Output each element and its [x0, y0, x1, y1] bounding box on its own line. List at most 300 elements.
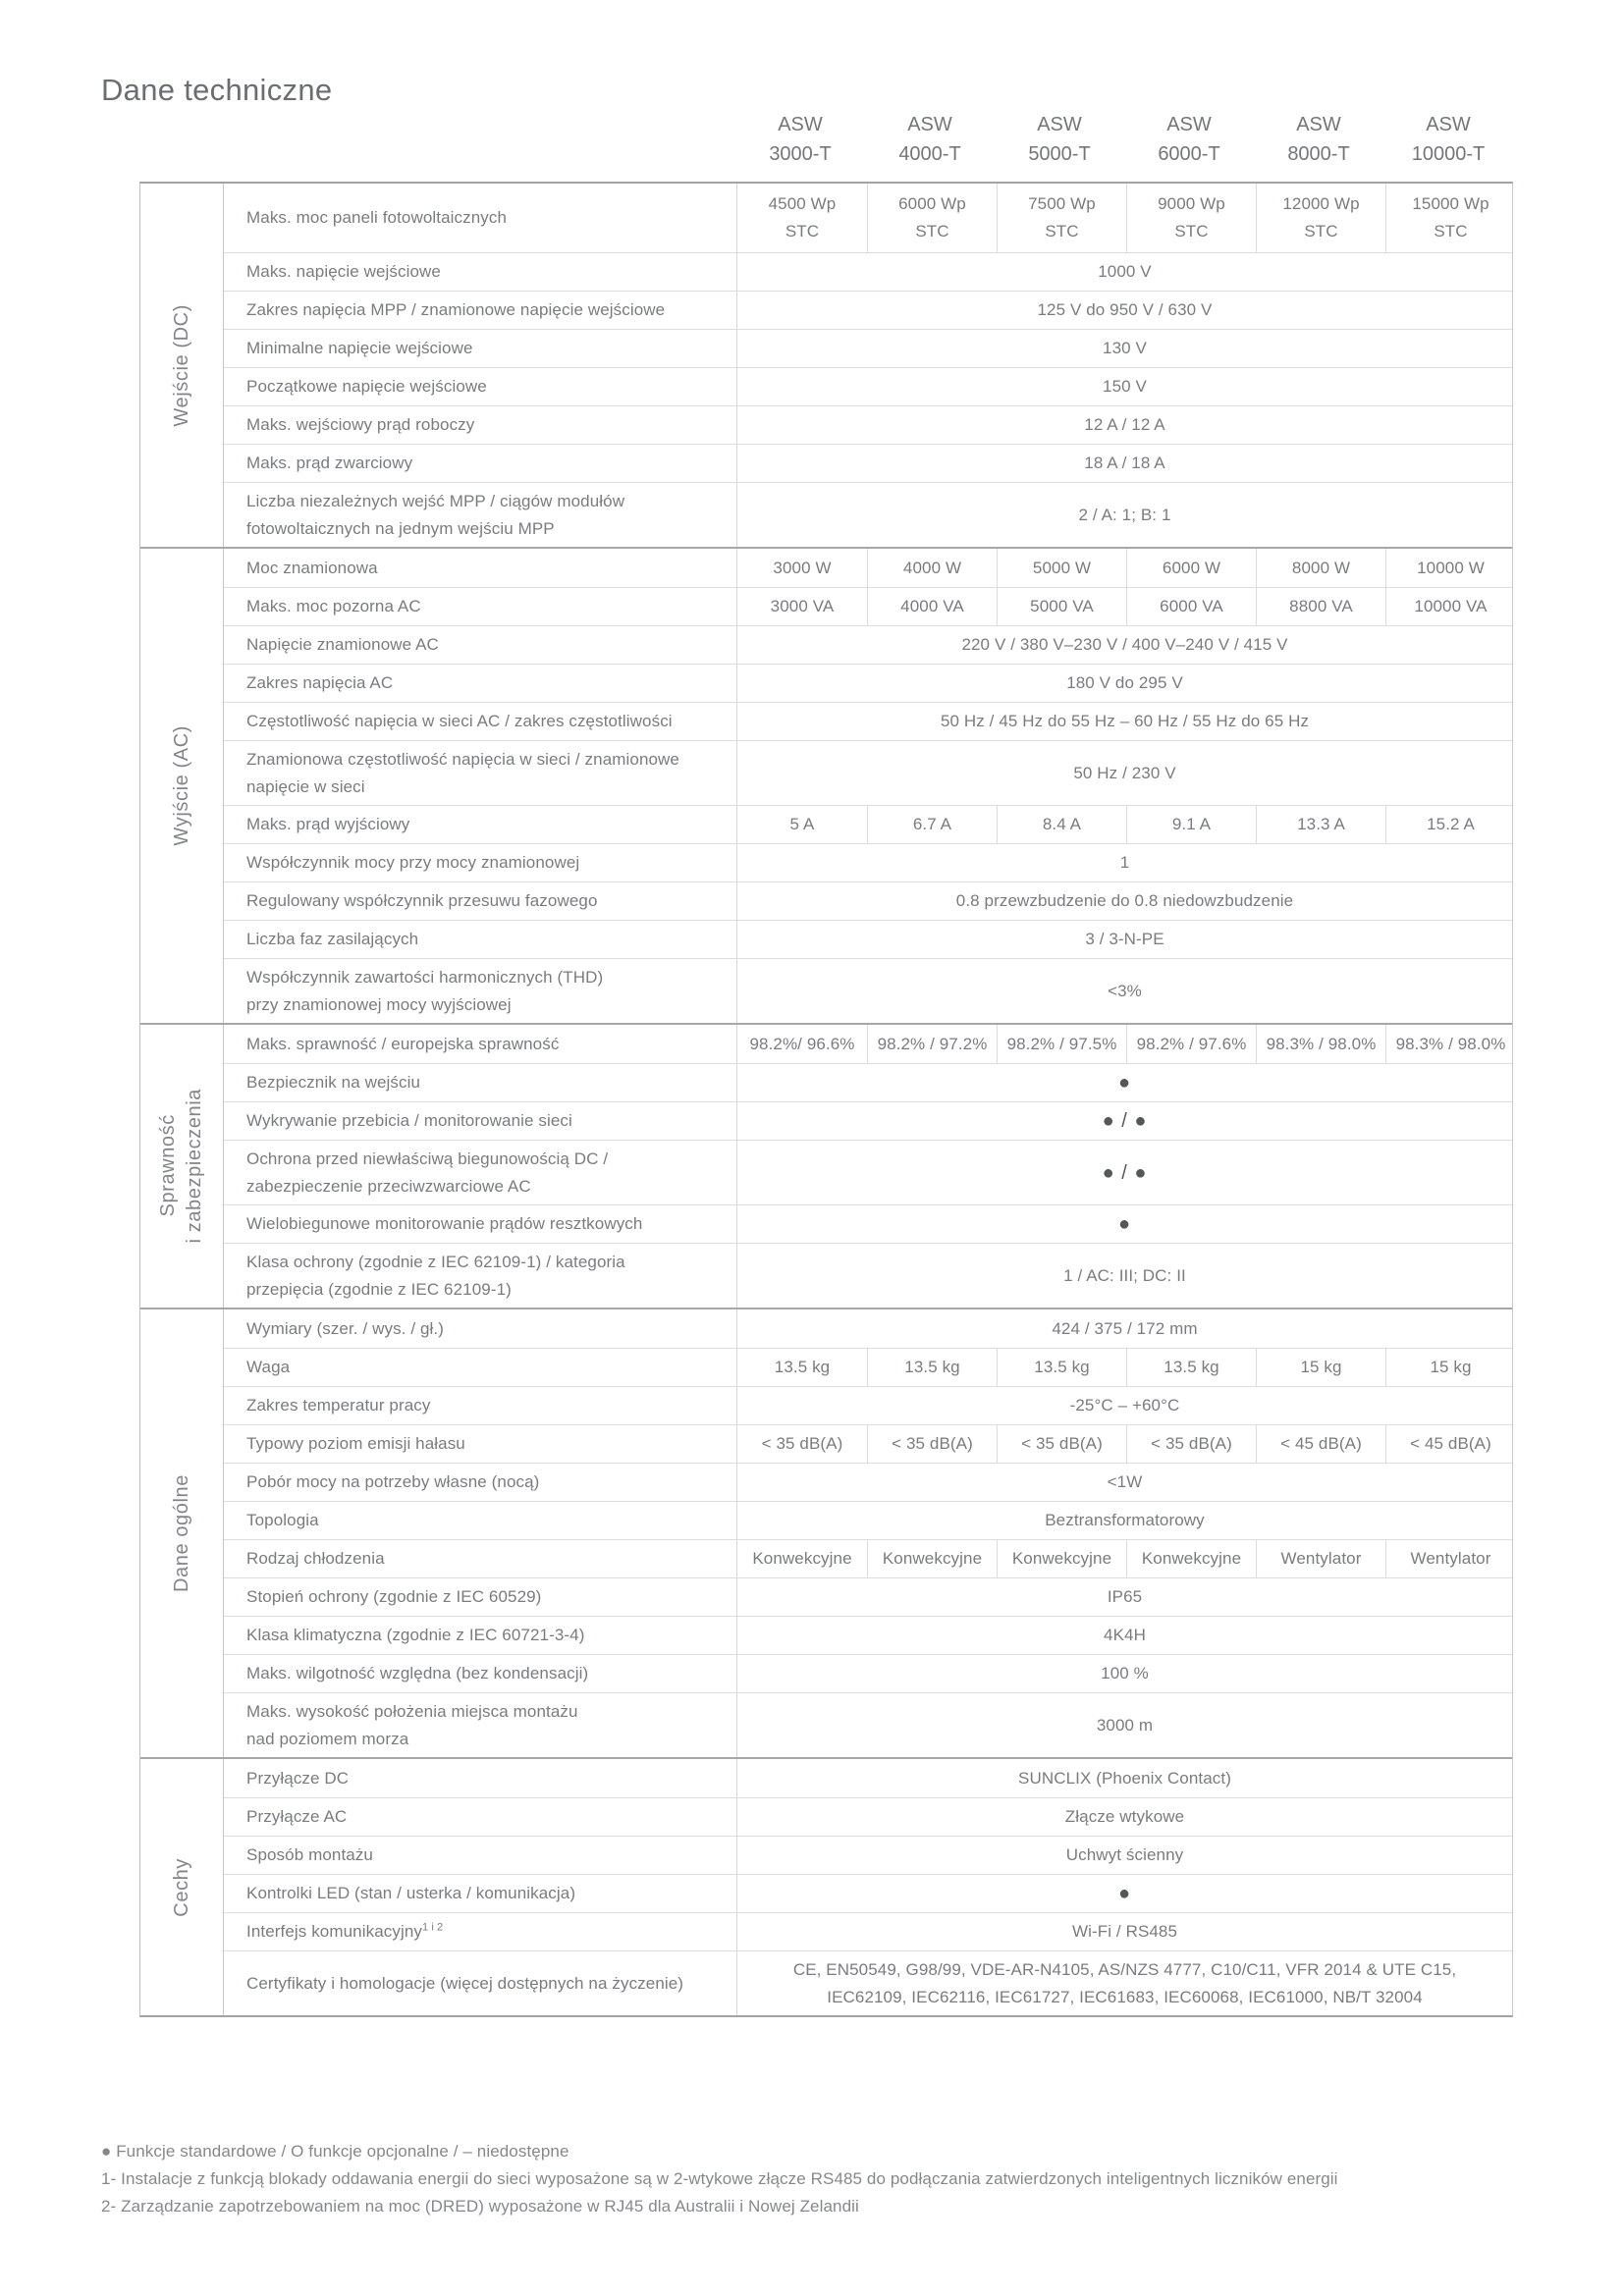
- spec-cell-value: < 45 dB(A): [1410, 1434, 1491, 1453]
- spec-row: [224, 291, 1512, 329]
- spec-cell: [1126, 806, 1256, 843]
- spec-row: [224, 184, 1512, 252]
- spec-label: [224, 253, 736, 291]
- spec-label: [224, 330, 736, 367]
- spec-values: [736, 1759, 1512, 1797]
- spec-row: [224, 1797, 1512, 1836]
- model-number: 5000-T: [1028, 143, 1091, 165]
- spec-span-cell: [737, 1502, 1512, 1539]
- spec-label-line: Bezpiecznik na wejściu: [246, 1073, 421, 1092]
- section-label: Cechy: [170, 1857, 192, 1917]
- spec-cell-value: 6.7 A: [912, 815, 952, 833]
- spec-cell: [737, 588, 867, 625]
- table-section: [140, 184, 1512, 547]
- spec-cell: [997, 184, 1126, 252]
- spec-cell: [997, 1025, 1126, 1063]
- spec-value: Złącze wtykowe: [1064, 1807, 1185, 1826]
- spec-label-line: Znamionowa częstotliwość napięcia w sieci / znamionowe: [246, 749, 679, 769]
- spec-cell-value: 98.2% / 97.5%: [1006, 1034, 1117, 1053]
- spec-label-line: Interfejs komunikacyjny$^{1 i 2}$: [246, 1921, 444, 1941]
- spec-label-line: Ochrona przed niewłaściwą biegunowością DC /: [246, 1148, 609, 1168]
- spec-value: Wi-Fi / RS485: [1071, 1922, 1178, 1941]
- spec-cell-subvalue: STC: [785, 222, 820, 240]
- spec-row: [224, 1874, 1512, 1912]
- spec-label: [224, 292, 736, 329]
- spec-cell-value: 13.5 kg: [1164, 1358, 1219, 1376]
- spec-values: [736, 1205, 1512, 1243]
- section-rows: [224, 1759, 1512, 2015]
- spec-cell: [1385, 1025, 1515, 1063]
- spec-label-line: fotowoltaicznych na jednym wejściu MPP: [246, 518, 555, 538]
- spec-cell-value: 98.2%/ 96.6%: [749, 1034, 855, 1053]
- spec-span-cell: [737, 882, 1512, 920]
- spec-label: [224, 806, 736, 843]
- spec-row: [224, 1836, 1512, 1874]
- spec-label: [224, 1502, 736, 1539]
- model-number: 3000-T: [769, 143, 832, 165]
- spec-cell-value: 5000 VA: [1030, 597, 1094, 615]
- model-header: [865, 110, 995, 169]
- spec-span-cell: [737, 1464, 1512, 1501]
- spec-cell: [737, 1425, 867, 1463]
- spec-value: <3%: [1108, 981, 1142, 1000]
- spec-label-line: Pobór mocy na potrzeby własne (nocą): [246, 1472, 540, 1491]
- spec-cell-subvalue: STC: [1045, 222, 1079, 240]
- spec-values: [736, 184, 1515, 252]
- spec-span-cell: [737, 1655, 1512, 1692]
- spec-values: [736, 665, 1512, 702]
- spec-label: [224, 1875, 736, 1912]
- spec-cell: [867, 1425, 997, 1463]
- spec-label-line: przepięcia (zgodnie z IEC 62109-1): [246, 1279, 512, 1299]
- section-rows: [224, 549, 1512, 1023]
- section-rows: [224, 184, 1512, 547]
- spec-cell-value: 13.5 kg: [1034, 1358, 1090, 1376]
- spec-value: 100 %: [1101, 1664, 1149, 1682]
- spec-span-cell: [737, 626, 1512, 664]
- spec-label-line: Zakres temperatur pracy: [246, 1396, 431, 1415]
- spec-row: [224, 958, 1512, 1023]
- model-header: [995, 110, 1124, 169]
- spec-cell-value: 13.5 kg: [774, 1358, 831, 1376]
- spec-label-line: Początkowe napięcie wejściowe: [246, 377, 487, 396]
- spec-cell-value: 3000 VA: [770, 597, 835, 615]
- spec-value: ●: [1117, 1072, 1132, 1094]
- spec-span-cell: [737, 1387, 1512, 1424]
- spec-span-cell: [737, 406, 1512, 444]
- spec-span-cell: [737, 253, 1512, 291]
- spec-value: 12 A / 12 A: [1084, 415, 1165, 434]
- model-header: [735, 110, 865, 169]
- spec-span-cell: [737, 1578, 1512, 1616]
- spec-cell: [737, 1540, 867, 1577]
- spec-label: [224, 1617, 736, 1654]
- spec-row: [224, 1577, 1512, 1616]
- spec-cell-value: < 35 dB(A): [1021, 1434, 1103, 1453]
- spec-cell-value: 98.3% / 98.0%: [1395, 1034, 1506, 1053]
- spec-cell-value: 3000 W: [773, 558, 832, 577]
- spec-cell: [1385, 1349, 1515, 1386]
- spec-values: [736, 1875, 1512, 1912]
- spec-label-line: Maks. wejściowy prąd roboczy: [246, 415, 475, 434]
- model-brand: ASW: [1426, 114, 1471, 135]
- spec-label-line: przy znamionowej mocy wyjściowej: [246, 994, 512, 1014]
- spec-row: [224, 1025, 1512, 1063]
- spec-row: [224, 881, 1512, 920]
- spec-cell-value: < 35 dB(A): [761, 1434, 843, 1453]
- spec-span-cell: [737, 330, 1512, 367]
- spec-span-cell: [737, 1759, 1512, 1797]
- spec-row: [224, 1386, 1512, 1424]
- spec-value: 2 / A: 1; B: 1: [1078, 505, 1171, 524]
- spec-span-cell: [737, 368, 1512, 405]
- spec-row: [224, 1348, 1512, 1386]
- spec-label-line: Liczba faz zasilających: [246, 930, 419, 948]
- spec-row: [224, 1759, 1512, 1797]
- spec-label: [224, 1387, 736, 1424]
- spec-values: [736, 1387, 1512, 1424]
- spec-span-cell: [737, 1837, 1512, 1874]
- spec-span-cell: [737, 1205, 1512, 1243]
- spec-cell: [737, 1349, 867, 1386]
- model-brand: ASW: [907, 114, 952, 135]
- spec-label: [224, 626, 736, 664]
- section-label-cell: [140, 1025, 224, 1308]
- spec-value: ● / ●: [1102, 1110, 1148, 1132]
- section-label-cell: [140, 184, 224, 547]
- spec-label: [224, 1540, 736, 1577]
- spec-cell-value: 10000 VA: [1414, 597, 1488, 615]
- spec-value: <1W: [1107, 1472, 1143, 1491]
- spec-label-line: Maks. moc pozorna AC: [246, 597, 421, 615]
- spec-values: [736, 1578, 1512, 1616]
- spec-row: [224, 367, 1512, 405]
- spec-value: 0.8 przewzbudzenie do 0.8 niedowzbudzenie: [955, 891, 1294, 910]
- spec-cell-subvalue: STC: [915, 222, 949, 240]
- model-brand: ASW: [1037, 114, 1082, 135]
- spec-label: [224, 1141, 736, 1204]
- spec-cell: [737, 549, 867, 587]
- spec-cell-value: 15 kg: [1300, 1358, 1342, 1376]
- spec-label: [224, 588, 736, 625]
- spec-cell: [867, 549, 997, 587]
- spec-value: 125 V do 950 V / 630 V: [1037, 300, 1213, 319]
- model-number: 10000-T: [1411, 143, 1486, 165]
- spec-cell: [1126, 549, 1256, 587]
- spec-cell-value: 4500 Wp: [768, 194, 837, 213]
- spec-label-line: Stopień ochrony (zgodnie z IEC 60529): [246, 1587, 542, 1606]
- spec-cell-value: 6000 VA: [1160, 597, 1223, 615]
- footnote-legend: ● Funkcje standardowe / O funkcje opcjonalne / – niedostępne: [101, 2142, 569, 2161]
- spec-label-line: nad poziomem morza: [246, 1729, 409, 1748]
- spec-values: [736, 253, 1512, 291]
- spec-row: [224, 1912, 1512, 1950]
- spec-label-line: Waga: [246, 1358, 291, 1376]
- spec-span-cell: [737, 1693, 1512, 1757]
- spec-cell: [997, 806, 1126, 843]
- spec-span-cell: [737, 665, 1512, 702]
- spec-cell-value: 98.2% / 97.2%: [877, 1034, 988, 1053]
- spec-cell: [997, 1425, 1126, 1463]
- spec-row: [224, 740, 1512, 805]
- model-header: [1124, 110, 1254, 169]
- spec-cell: [1256, 549, 1385, 587]
- spec-cell-value: 12000 Wp: [1282, 194, 1360, 213]
- spec-cell-value: Wentylator: [1280, 1549, 1362, 1568]
- spec-label-sup: 1 i 2: [421, 1921, 444, 1934]
- model-headers: [735, 110, 1513, 169]
- spec-cell-value: 6000 W: [1162, 558, 1221, 577]
- spec-cell-value: 4000 W: [902, 558, 962, 577]
- spec-label-line: Moc znamionowa: [246, 558, 378, 577]
- spec-cell: [1126, 1025, 1256, 1063]
- spec-label-line: Wielobiegunowe monitorowanie prądów resztkowych: [246, 1214, 643, 1233]
- spec-cell-value: 9.1 A: [1171, 815, 1212, 833]
- spec-label-line: Napięcie znamionowe AC: [246, 635, 439, 654]
- spec-cell-value: 13.5 kg: [904, 1358, 960, 1376]
- spec-values: [736, 1141, 1512, 1204]
- spec-label-line: Wymiary (szer. / wys. / gł.): [246, 1318, 444, 1338]
- spec-cell: [1256, 1025, 1385, 1063]
- section-label: Wejście (DC): [170, 303, 192, 427]
- table-section: [140, 1308, 1512, 1757]
- spec-values: [736, 806, 1515, 843]
- spec-values: [736, 844, 1512, 881]
- spec-cell-value: Konwekcyjne: [1011, 1549, 1112, 1568]
- spec-values: [736, 1102, 1512, 1140]
- spec-row: [224, 1204, 1512, 1243]
- spec-cell: [997, 588, 1126, 625]
- spec-span-cell: [737, 445, 1512, 482]
- spec-cell: [997, 1349, 1126, 1386]
- spec-row: [224, 1101, 1512, 1140]
- spec-value-line2: IEC62109, IEC62116, IEC61727, IEC61683, IEC60068, IEC61000, NB/T 32004: [827, 1987, 1423, 2006]
- spec-row: [224, 805, 1512, 843]
- spec-row: [224, 587, 1512, 625]
- spec-values: [736, 1425, 1515, 1463]
- spec-value: Beztransformatorowy: [1045, 1511, 1205, 1529]
- spec-cell-value: 8800 VA: [1289, 597, 1353, 615]
- spec-row: [224, 664, 1512, 702]
- spec-cell-value: Konwekcyjne: [882, 1549, 983, 1568]
- spec-label: [224, 959, 736, 1023]
- spec-cell-value: 4000 VA: [900, 597, 964, 615]
- spec-row: [224, 1424, 1512, 1463]
- spec-value: 220 V / 380 V–230 V / 400 V–240 V / 415 V: [961, 635, 1288, 654]
- model-number: 6000-T: [1158, 143, 1220, 165]
- spec-cell: [1385, 184, 1515, 252]
- spec-cell: [737, 1025, 867, 1063]
- spec-label-line: Klasa ochrony (zgodnie z IEC 62109-1) / kategoria: [246, 1252, 625, 1271]
- spec-cell-value: < 35 dB(A): [1151, 1434, 1232, 1453]
- spec-cell: [1126, 1349, 1256, 1386]
- spec-span-cell: [737, 1798, 1512, 1836]
- spec-label-line: Maks. prąd wyjściowy: [246, 815, 410, 833]
- spec-values: [736, 1617, 1512, 1654]
- spec-label-line: Przyłącze AC: [246, 1807, 348, 1826]
- spec-row: [224, 1140, 1512, 1204]
- spec-values: [736, 1244, 1512, 1308]
- spec-values: [736, 1913, 1512, 1950]
- spec-label: [224, 1693, 736, 1757]
- model-brand: ASW: [1296, 114, 1341, 135]
- spec-cell: [1126, 588, 1256, 625]
- spec-label-line: Minimalne napięcie wejściowe: [246, 339, 473, 357]
- spec-label: [224, 184, 736, 252]
- spec-label: [224, 1759, 736, 1797]
- spec-cell-value: 8000 W: [1291, 558, 1351, 577]
- spec-cell: [1256, 1349, 1385, 1386]
- spec-label-line: Regulowany współczynnik przesuwu fazowego: [246, 891, 598, 910]
- spec-row: [224, 1063, 1512, 1101]
- spec-value: 130 V: [1103, 339, 1147, 357]
- spec-value: 1 / AC: III; DC: II: [1063, 1265, 1186, 1285]
- spec-value: ●: [1117, 1883, 1132, 1904]
- spec-cell-value: < 45 dB(A): [1280, 1434, 1362, 1453]
- spec-values: [736, 626, 1512, 664]
- spec-row: [224, 329, 1512, 367]
- spec-cell-value: 10000 W: [1417, 558, 1485, 577]
- spec-label: [224, 1425, 736, 1463]
- spec-row: [224, 1950, 1512, 2015]
- spec-value: 4K4H: [1104, 1626, 1146, 1644]
- spec-label: [224, 921, 736, 958]
- spec-cell: [1256, 184, 1385, 252]
- spec-cell: [1256, 1540, 1385, 1577]
- spec-cell: [867, 588, 997, 625]
- spec-values: [736, 406, 1512, 444]
- spec-label-line: Zakres napięcia AC: [246, 673, 394, 692]
- spec-span-cell: [737, 292, 1512, 329]
- spec-cell: [1126, 184, 1256, 252]
- spec-label: [224, 1837, 736, 1874]
- model-header: [1254, 110, 1383, 169]
- section-label-cell: [140, 1309, 224, 1757]
- spec-label-line: Współczynnik zawartości harmonicznych (THD): [246, 967, 604, 987]
- spec-label: [224, 1025, 736, 1063]
- spec-label: [224, 1464, 736, 1501]
- spec-cell: [1256, 588, 1385, 625]
- spec-cell-value: 5 A: [789, 815, 815, 833]
- spec-cell: [737, 806, 867, 843]
- spec-row: [224, 1654, 1512, 1692]
- spec-label-line: Certyfikaty i homologacje (więcej dostępnych na życzenie): [246, 1973, 684, 1993]
- spec-values: [736, 549, 1515, 587]
- spec-span-cell: [737, 703, 1512, 740]
- spec-label: [224, 1205, 736, 1243]
- spec-label-line: Maks. wysokość położenia miejsca montażu: [246, 1701, 578, 1721]
- spec-row: [224, 1309, 1512, 1348]
- spec-row: [224, 1539, 1512, 1577]
- spec-cell: [1256, 806, 1385, 843]
- spec-cell: [1385, 588, 1515, 625]
- spec-values: [736, 1540, 1515, 1577]
- footnote-1: 1- Instalacje z funkcją blokady oddawania energii do sieci wyposażone są w 2-wtykowe złącze RS485 do podłączania zatwierdzonych inteligentnych liczników energii: [101, 2169, 1338, 2188]
- spec-values: [736, 1655, 1512, 1692]
- spec-cell-value: Konwekcyjne: [1141, 1549, 1242, 1568]
- spec-label-line: Sposób montażu: [246, 1845, 373, 1864]
- spec-values: [736, 741, 1512, 805]
- spec-label-line: Maks. sprawność / europejska sprawność: [246, 1034, 560, 1053]
- spec-label-line: Wykrywanie przebicia / monitorowanie sieci: [246, 1111, 572, 1130]
- spec-cell-value: 9000 Wp: [1158, 194, 1225, 213]
- spec-row: [224, 1501, 1512, 1539]
- spec-label: [224, 1798, 736, 1836]
- spec-value: 18 A / 18 A: [1084, 454, 1165, 472]
- spec-span-cell: [737, 1064, 1512, 1101]
- spec-label: [224, 549, 736, 587]
- spec-cell-value: 5000 W: [1032, 558, 1092, 577]
- model-number: 8000-T: [1287, 143, 1350, 165]
- spec-cell-subvalue: STC: [1304, 222, 1338, 240]
- section-rows: [224, 1025, 1512, 1308]
- spec-cell: [867, 1540, 997, 1577]
- spec-label: [224, 1244, 736, 1308]
- table-section: [140, 1023, 1512, 1308]
- spec-label-line: Maks. napięcie wejściowe: [246, 262, 441, 281]
- spec-value: ● / ●: [1102, 1161, 1148, 1184]
- section-rows: [224, 1309, 1512, 1757]
- spec-value: ●: [1117, 1213, 1132, 1235]
- spec-row: [224, 1463, 1512, 1501]
- spec-values: [736, 445, 1512, 482]
- spec-values: [736, 1349, 1515, 1386]
- spec-row: [224, 1616, 1512, 1654]
- table-section: [140, 547, 1512, 1023]
- spec-cell-subvalue: STC: [1434, 222, 1468, 240]
- spec-cell-value: 15000 Wp: [1412, 194, 1489, 213]
- spec-label-line: napięcie w sieci: [246, 776, 365, 796]
- spec-value: 424 / 375 / 172 mm: [1052, 1318, 1198, 1338]
- spec-span-cell: [737, 483, 1512, 547]
- spec-cell: [867, 1025, 997, 1063]
- spec-cell: [1385, 806, 1515, 843]
- spec-row: [224, 1243, 1512, 1308]
- spec-cell: [867, 1349, 997, 1386]
- spec-label: [224, 1349, 736, 1386]
- spec-row: [224, 702, 1512, 740]
- spec-row: [224, 444, 1512, 482]
- spec-label-line: Topologia: [246, 1511, 319, 1529]
- spec-span-cell: [737, 844, 1512, 881]
- spec-cell: [1126, 1540, 1256, 1577]
- spec-label: [224, 1655, 736, 1692]
- spec-values: [736, 588, 1515, 625]
- spec-span-cell: [737, 959, 1512, 1023]
- spec-label-line: Zakres napięcia MPP / znamionowe napięcie wejściowe: [246, 300, 666, 319]
- section-label: Dane ogólne: [170, 1473, 192, 1593]
- spec-label-line: Częstotliwość napięcia w sieci AC / zakres częstotliwości: [246, 712, 673, 730]
- spec-value: IP65: [1107, 1587, 1143, 1606]
- spec-span-cell: [737, 741, 1512, 805]
- spec-cell: [1385, 549, 1515, 587]
- spec-label: [224, 1913, 736, 1950]
- spec-value: 3 / 3-N-PE: [1085, 930, 1164, 948]
- model-header: [1383, 110, 1513, 169]
- spec-value: 1000 V: [1098, 262, 1152, 281]
- spec-value: 150 V: [1103, 377, 1147, 396]
- footnotes: [101, 2138, 1525, 2220]
- spec-cell-value: Wentylator: [1410, 1549, 1491, 1568]
- spec-label: [224, 1064, 736, 1101]
- spec-span-cell: [737, 1244, 1512, 1308]
- spec-label-line: Maks. moc paneli fotowoltaicznych: [246, 208, 508, 227]
- spec-cell-value: 98.3% / 98.0%: [1266, 1034, 1377, 1053]
- spec-label-line: zabezpieczenie przeciwzwarciowe AC: [246, 1176, 531, 1196]
- spec-row: [224, 1692, 1512, 1757]
- spec-label-line: Maks. wilgotność względna (bez kondensacji): [246, 1664, 589, 1682]
- spec-row: [224, 920, 1512, 958]
